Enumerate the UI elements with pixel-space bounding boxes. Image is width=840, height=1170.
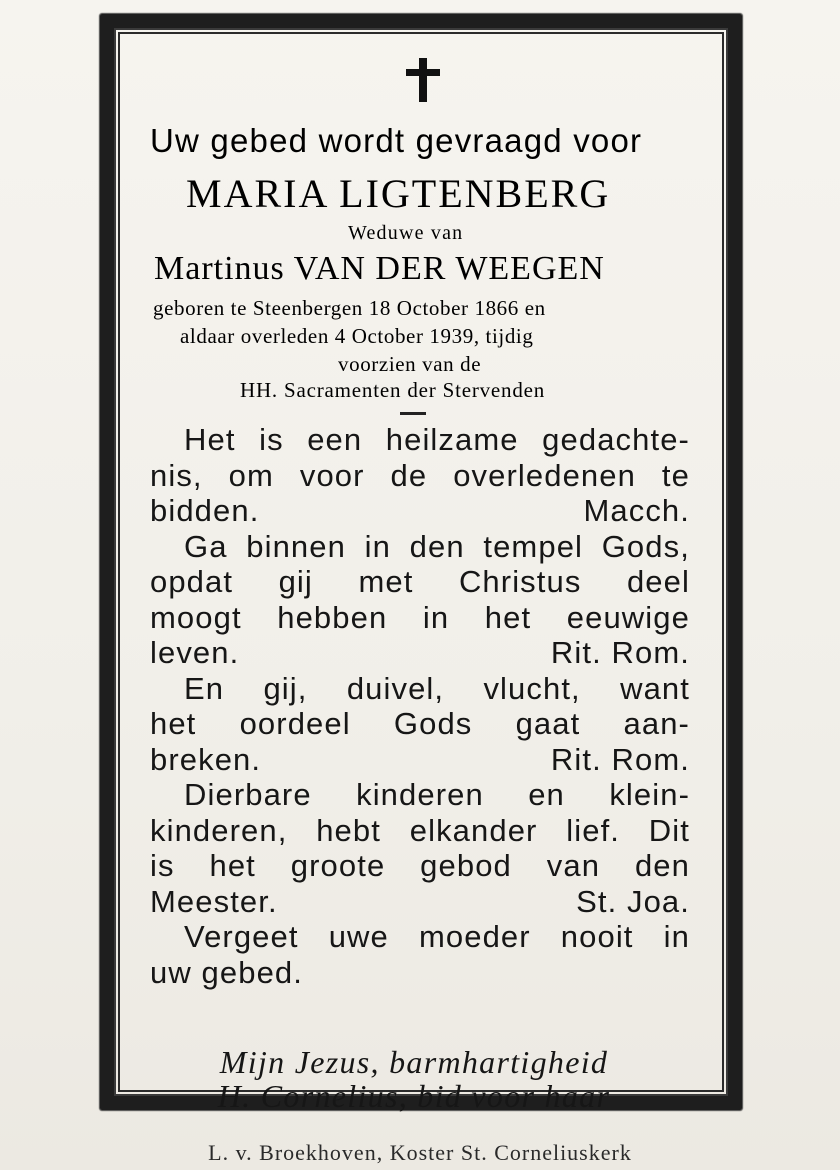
verse-text: bidden. bbox=[150, 493, 260, 528]
verse-line: uw gebed. bbox=[150, 954, 303, 990]
verse-line: Dierbare kinderen en klein- bbox=[184, 777, 690, 812]
detail-line: HH. Sacramenten der Stervenden bbox=[240, 378, 546, 402]
verse-text: breken. bbox=[150, 741, 262, 777]
verse-line: opdat gij met Christus deel bbox=[150, 564, 690, 599]
closing-prayer-line: Mijn Jezus, barmhartigheid bbox=[219, 1044, 609, 1080]
verse-line: Vergeet uwe moeder nooit in bbox=[184, 919, 690, 954]
verse-line bbox=[150, 635, 690, 671]
verse-line: kinderen, hebt elkander lief. Dit bbox=[150, 812, 690, 848]
detail-line: geboren te Steenbergen 18 October 1866 en bbox=[153, 296, 546, 320]
prayer-request-line: Uw gebed wordt gevraagd voor bbox=[150, 122, 643, 159]
verse-line: is het groote gebod van den bbox=[150, 848, 690, 883]
closing-prayer-line: H. Cornelius, bid voor haar bbox=[217, 1078, 611, 1114]
verse-text: leven. bbox=[150, 635, 240, 670]
verse-line: Ga binnen in den tempel Gods, bbox=[184, 528, 690, 564]
widow-of-label: Weduwe van bbox=[348, 222, 464, 244]
detail-line: aldaar overleden 4 October 1939, tijdig bbox=[180, 324, 534, 348]
verse-line bbox=[150, 884, 690, 920]
scripture-verses bbox=[150, 422, 690, 990]
cross-icon bbox=[406, 58, 440, 102]
deceased-name: MARIA LIGTENBERG bbox=[186, 171, 611, 216]
verse-line: het oordeel Gods gaat aan- bbox=[150, 706, 690, 741]
verse-line: moogt hebben in het eeuwige bbox=[150, 599, 690, 635]
verse-citation: St. Joa. bbox=[576, 883, 690, 919]
separator-dash bbox=[400, 412, 426, 415]
verse-citation: Rit. Rom. bbox=[550, 741, 690, 777]
detail-line: voorzien van de bbox=[338, 352, 482, 376]
husband-name: Martinus VAN DER WEEGEN bbox=[154, 250, 605, 287]
verse-line: Het is een heilzame gedachte- bbox=[184, 422, 690, 457]
verse-text: Meester. bbox=[150, 883, 278, 919]
verse-line bbox=[150, 493, 690, 529]
verse-line: nis, om voor de overledenen te bbox=[150, 457, 690, 493]
verse-citation: Macch. bbox=[583, 493, 690, 528]
verse-citation: Rit. Rom. bbox=[550, 635, 690, 670]
printer-credit: L. v. Broekhoven, Koster St. Corneliuskerk bbox=[208, 1140, 632, 1165]
verse-line bbox=[150, 742, 690, 778]
verse-line: En gij, duivel, vlucht, want bbox=[184, 670, 690, 706]
